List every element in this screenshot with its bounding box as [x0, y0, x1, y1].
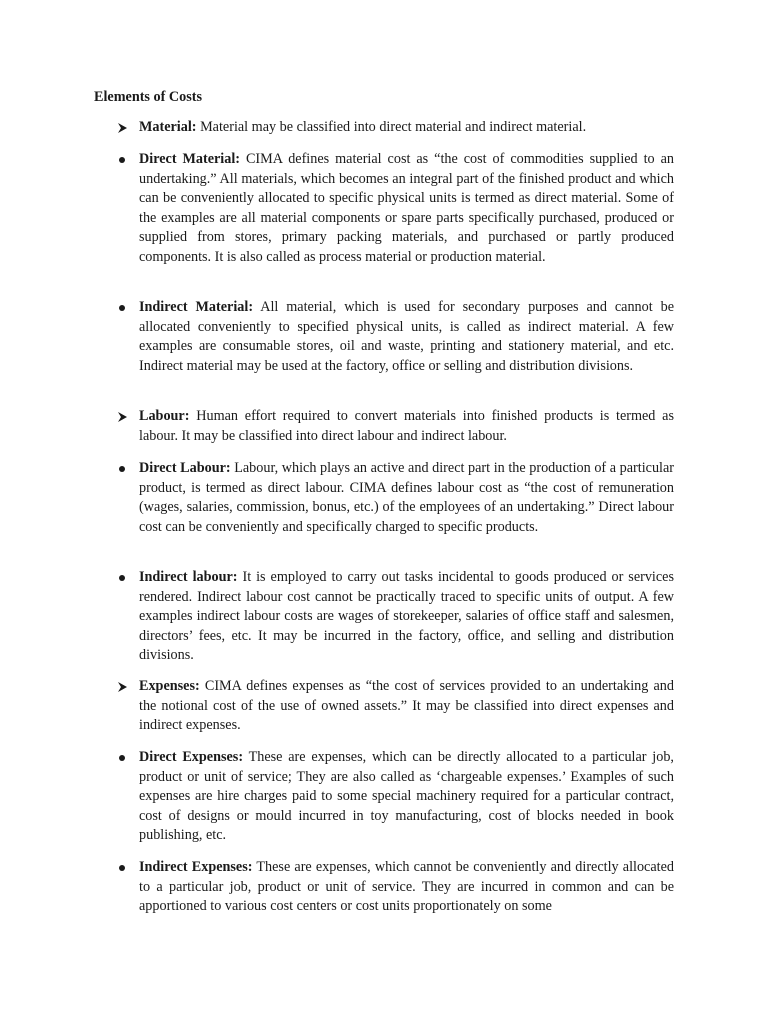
- item-label: Labour:: [139, 408, 190, 424]
- item-text: These are expenses, which can be directly allocated to a particular job, product or unit of service; They are also called as ‘chargeable expenses.’ Examples of such expenses are hire charges paid to some special machinery required for a particular contract, cost of designs or mould incurred in toy manufacturing, cost of blocks needed in book publishing, etc.: [139, 749, 674, 844]
- item-label: Material:: [139, 119, 197, 135]
- item-text: Material may be classified into direct material and indirect material.: [196, 119, 587, 135]
- bullet-icon: [115, 298, 129, 318]
- bullet-icon: [115, 568, 129, 588]
- item-text: CIMA defines expenses as “the cost of services provided to an undertaking and the notional cost of the use of owned assets.” It may be classified into direct expenses and indirect expenses.: [139, 678, 674, 734]
- item-text: CIMA defines material cost as “the cost of commodities supplied to an undertaking.” All materials, which becomes an integral part of the finished product and which can be conveniently allocated to specific physical units is termed as direct material. Some of the examples are all material components or spare parts specifically purchased, produced or supplied from stores, primary packing materials, and purchased or partly produced components. It is also called as process material or production material.: [139, 151, 674, 265]
- list-item-labour: [139, 407, 674, 446]
- item-text: Human effort required to convert materials into finished products is termed as labour. It may be classified into direct labour and indirect labour.: [139, 408, 674, 444]
- list-item-material: [139, 118, 674, 138]
- item-label: Direct Labour:: [139, 460, 231, 476]
- list-item-indirect-material: [139, 298, 674, 376]
- list-item-indirect-expenses: [139, 858, 674, 917]
- item-text: Labour, which plays an active and direct part in the production of a particular product, is termed as direct labour. CIMA defines labour cost as “the cost of remuneration (wages, salaries, commission, bonus, etc.) of the employees of an undertaking.” Direct labour cost can be conveniently and specifically charged to specific products.: [139, 460, 675, 535]
- list-item-direct-labour: [139, 459, 674, 537]
- list-item-indirect-labour: [139, 568, 674, 666]
- item-label: Direct Material:: [139, 151, 241, 167]
- bullet-icon: [115, 150, 129, 170]
- bullet-icon: [115, 858, 129, 878]
- item-text: It is employed to carry out tasks incidental to goods produced or services rendered. Indirect labour cost cannot be practically traced to specific units of output. A few examples indirect labour costs are wages of storekeeper, salaries of office staff and salesmen, directors’ fees, etc. It may be incurred in the factory, office, and selling and distribution divisions.: [139, 569, 674, 664]
- item-text: These are expenses, which cannot be conveniently and directly allocated to a particular job, product or unit of service. They are incurred in common and can be apportioned to various cost centers or cost units proportionately on some: [139, 859, 674, 915]
- item-label: Expenses:: [139, 678, 200, 694]
- item-text: All material, which is used for secondary purposes and cannot be allocated conveniently to specified physical units, is called as indirect material. A few examples are consumable stores, oil and waste, printing and stationery material, and etc. Indirect material may be used at the factory, office or selling and distribution divisions.: [139, 299, 674, 374]
- list-item-direct-expenses: [139, 748, 674, 846]
- bullet-icon: [115, 459, 129, 479]
- list-item-expenses: [139, 677, 674, 736]
- list-item-direct-material: [139, 150, 674, 268]
- arrow-bullet-icon: [115, 407, 129, 427]
- item-label: Indirect labour:: [139, 569, 238, 585]
- arrow-bullet-icon: [115, 677, 129, 697]
- document-title: Elements of Costs: [94, 89, 202, 105]
- item-label: Direct Expenses:: [139, 749, 244, 765]
- item-label: Indirect Material:: [139, 299, 254, 315]
- item-label: Indirect Expenses:: [139, 859, 253, 875]
- arrow-bullet-icon: [115, 118, 129, 138]
- bullet-icon: [115, 748, 129, 768]
